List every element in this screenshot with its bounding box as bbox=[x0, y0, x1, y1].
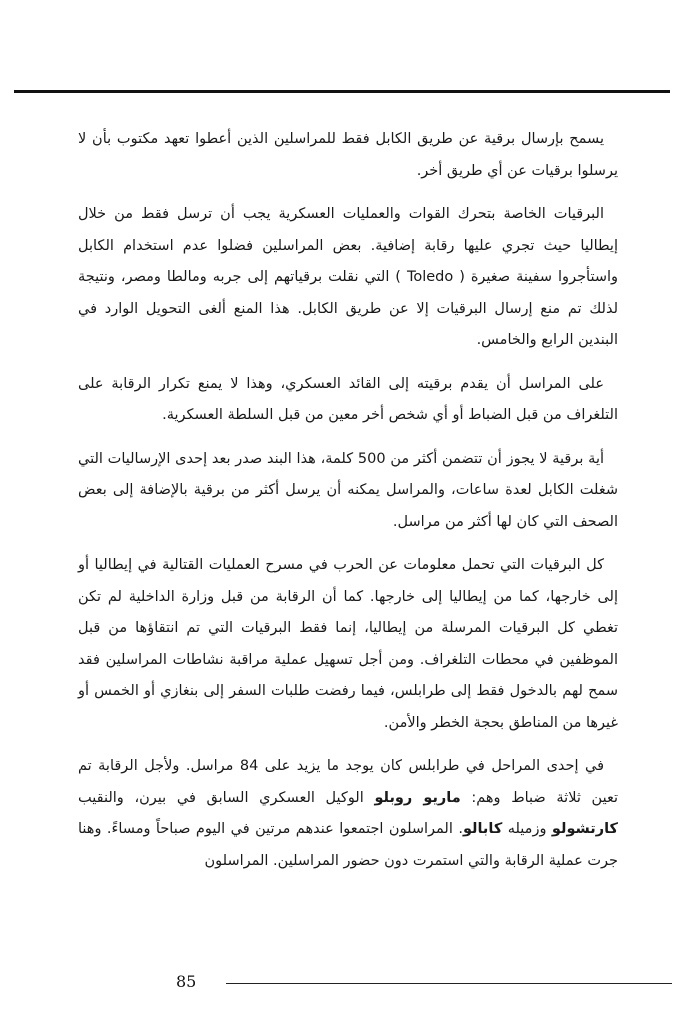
paragraph-1-text: يسمح بإرسال برقية عن طريق الكابل فقط للمراسلين الذين أعطوا تعهد مكتوب بأن لا يرسلوا برقيات عن أي طريق أخر. bbox=[78, 131, 618, 179]
paragraph-4 bbox=[78, 444, 618, 539]
ship-name: Toledo bbox=[406, 269, 454, 285]
paragraph-4-text: أية برقية لا يجوز أن تتضمن أكثر من 500 كلمة، هذا البند صدر بعد إحدى الإرساليات التي شغلت الكابل لعدة ساعات، والمراسل يمكنه أن يرسل أكثر من برقية بالإضافة إلى بعض الصحف التي كان لها أكثر من مراسل. bbox=[78, 450, 618, 530]
page-body bbox=[78, 124, 618, 889]
paragraph-2 bbox=[78, 199, 618, 357]
page-footer bbox=[0, 970, 676, 994]
paragraph-3-text: على المراسل أن يقدم برقيته إلى القائد العسكري، وهذا لا يمنع تكرار الرقابة على التلغراف من قبل الضباط أو أي شخص أخر معين من قبل السلطة العسكرية. bbox=[78, 375, 618, 423]
paragraph-6-text-a: في إحدى المراحل في طرابلس كان يوجد ما يزيد على 84 مراسل. ولأجل الرقابة تم تعين ثلاثة ضباط وهم: bbox=[78, 758, 619, 806]
paragraph-6-text-c: وزميله bbox=[502, 821, 552, 837]
paragraph-6 bbox=[78, 751, 618, 877]
paragraph-5 bbox=[78, 550, 618, 739]
paragraph-2-text-b: ) التي نقلت برقياتهم إلى جربه ومالطا ومصر، ونتيجة لذلك تم منع إرسال البرقيات إلا عن طريق الكابل. هذا المنع ألغى التحويل الوارد في البندين الرابع والخامس. bbox=[78, 269, 618, 348]
officer-name-2: كارتشولو bbox=[551, 821, 618, 837]
paragraph-1 bbox=[78, 124, 618, 187]
officer-name-3: كابالو bbox=[462, 821, 503, 837]
paragraph-2-text-a: البرقيات الخاصة بتحرك القوات والعمليات العسكرية يجب أن ترسل فقط من خلال إيطاليا حيث تجري عليها رقابة إضافية. بعض المراسلين فضلوا عدم استخدام الكابل واستأجروا سفينة صغيرة ( bbox=[78, 206, 619, 285]
header-rule bbox=[14, 90, 670, 93]
page-number: 85 bbox=[176, 972, 197, 991]
paragraph-3 bbox=[78, 369, 618, 432]
officer-name-1: ماريو روبلو bbox=[374, 789, 461, 806]
paragraph-6-text-d: . المراسلون اجتمعوا عندهم مرتين في اليوم صباحاً ومساءً. وهنا جرت عملية الرقابة والتي استمرت دون حضور المراسلين. المراسلون bbox=[78, 821, 618, 869]
paragraph-5-text: كل البرقيات التي تحمل معلومات عن الحرب في مسرح العمليات القتالية في إيطاليا أو إلى خارجها، كما من إيطاليا إلى خارجها. كما أن الرقابة من قبل وزارة الداخلية لم تكن تغطي كل البرقيات المرسلة من إيطاليا، إنما فقط البرقيات التي تم انتقاؤها من قبل الموظفين في محطات التلغراف. ومن أجل تسهيل عملية مراقبة نشاطات المراسلين فقد سمح لهم بالدخول فقط إلى طرابلس، فيما رفضت طلبات السفر إلى بنغازي أو الخمس أو غيرها من المناطق بحجة الخطر والأمن. bbox=[78, 557, 618, 731]
paragraph-6-text-b: الوكيل العسكري السابق في بيرن، والنقيب bbox=[78, 789, 375, 806]
footer-rule bbox=[226, 983, 672, 984]
